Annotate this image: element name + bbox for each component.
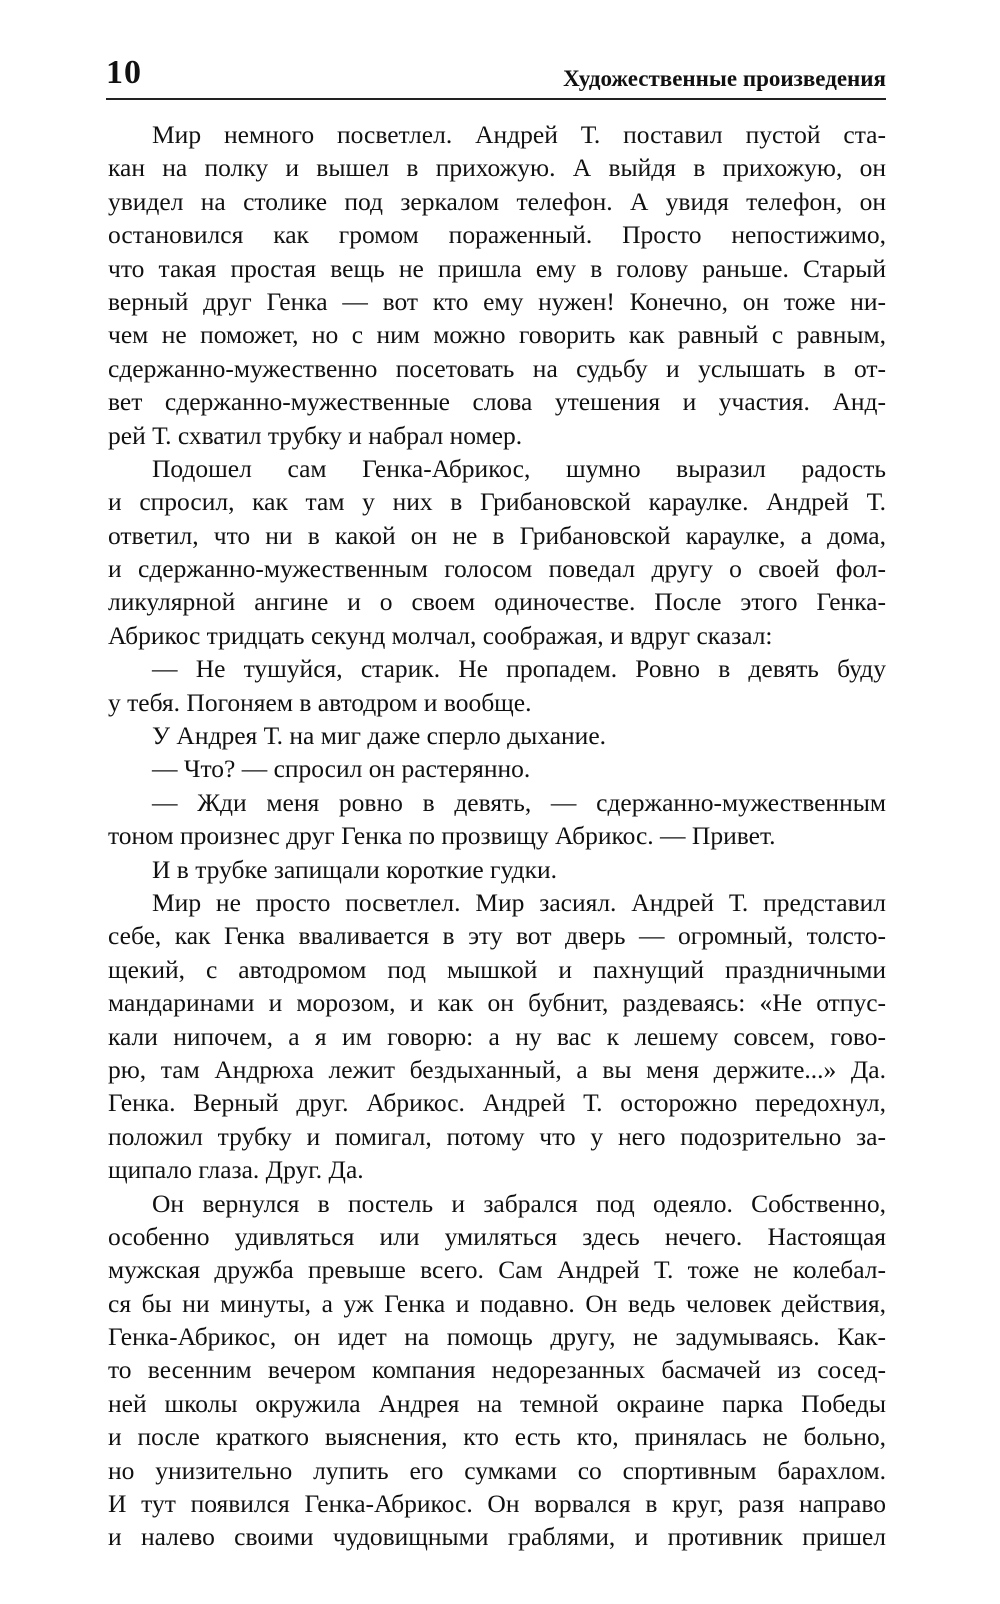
text-line: И тут появился Генка-Абрикос. Он ворвался в круг, разя направо bbox=[108, 1489, 886, 1519]
text-line: вет сдержанно-мужественные слова утешения и участия. Анд- bbox=[108, 387, 886, 417]
text-line: ней школы окружила Андрея на темной окраине парка Победы bbox=[108, 1388, 886, 1418]
text-line: тоном произнес друг Генка по прозвищу Абрикос. — Привет. bbox=[108, 821, 776, 851]
text-line: щекий, с автодромом под мышкой и пахнущий праздничными bbox=[108, 954, 886, 984]
text-line: себе, как Генка вваливается в эту вот дверь — огромный, толсто- bbox=[108, 921, 886, 951]
text-line: сдержанно-мужественно посетовать на судьбу и услышать в от- bbox=[108, 353, 886, 383]
text-line: и сдержанно-мужественным голосом поведал другу о своей фол- bbox=[108, 554, 886, 584]
text-line: Подошел сам Генка-Абрикос, шумно выразил радость bbox=[152, 453, 886, 483]
text-line: Мир немного посветлел. Андрей Т. поставил пустой ста- bbox=[152, 120, 886, 149]
text-line: И в трубке запищали короткие гудки. bbox=[152, 854, 558, 884]
text-line: и спросил, как там у них в Грибановской караулке. Андрей Т. bbox=[108, 487, 886, 517]
text-line: мужская дружба превыше всего. Сам Андрей Т. тоже не колебал- bbox=[108, 1255, 886, 1285]
text-line: ся бы ни минуты, а уж Генка и подавно. Он ведь человек действия, bbox=[108, 1288, 886, 1318]
text-line: у тебя. Погоняем в автодром и вообще. bbox=[108, 687, 532, 717]
text-line: что такая простая вещь не пришла ему в голову раньше. Старый bbox=[108, 253, 886, 283]
text-line: кали нипочем, а я им говорю: а ну вас к лешему совсем, гово- bbox=[108, 1021, 886, 1051]
text-line: — Жди меня ровно в девять, — сдержанно-мужественным bbox=[152, 787, 886, 817]
text-line: Мир не просто посветлел. Мир засиял. Андрей Т. представил bbox=[152, 887, 886, 917]
text-line: — Не тушуйся, старик. Не пропадем. Ровно в девять буду bbox=[152, 654, 886, 684]
text-line: У Андрея Т. на миг даже сперло дыхание. bbox=[152, 721, 607, 751]
text-line: и после краткого выяснения, кто есть кто, принялась не больно, bbox=[108, 1422, 886, 1452]
text-line: особенно удивляться или умиляться здесь нечего. Настоящая bbox=[108, 1221, 886, 1251]
running-title: Художественные произведения bbox=[563, 66, 886, 91]
text-line: чем не поможет, но с ним можно говорить как равный с равным, bbox=[108, 320, 886, 350]
text-line: то весенним вечером компания недорезанных басмачей из сосед- bbox=[108, 1355, 886, 1385]
text-line: верный друг Генка — вот кто ему нужен! Конечно, он тоже ни- bbox=[108, 286, 886, 316]
page-header bbox=[106, 54, 886, 100]
text-line: увидел на столике под зеркалом телефон. А увидя телефон, он bbox=[108, 186, 886, 216]
text-line: Он вернулся в постель и забрался под одеяло. Собственно, bbox=[152, 1188, 886, 1218]
text-line: и налево своими чудовищными граблями, и противник пришел bbox=[108, 1522, 886, 1552]
text-line: мандаринами и морозом, и как он бубнит, раздеваясь: «Не отпус- bbox=[108, 988, 886, 1018]
text-line: Генка. Верный друг. Абрикос. Андрей Т. осторожно передохнул, bbox=[108, 1088, 886, 1118]
text-line: Абрикос тридцать секунд молчал, соображая, и вдруг сказал: bbox=[108, 620, 773, 650]
text-line: кан на полку и вышел в прихожую. А выйдя в прихожую, он bbox=[108, 153, 886, 183]
page-number: 10 bbox=[106, 54, 142, 91]
page-body-text bbox=[108, 118, 886, 1554]
text-line: рю, там Андрюха лежит бездыханный, а вы меня держите...» Да. bbox=[108, 1054, 886, 1084]
text-line: ликулярной ангине и о своем одиночестве. После этого Генка- bbox=[108, 587, 886, 617]
text-line: но унизительно лупить его сумками со спортивным барахлом. bbox=[108, 1455, 886, 1485]
text-line: рей Т. схватил трубку и набрал номер. bbox=[108, 420, 523, 450]
text-line: — Что? — спросил он растерянно. bbox=[152, 754, 531, 784]
text-line: остановился как громом пораженный. Просто непостижимо, bbox=[108, 220, 886, 250]
text-line: Генка-Абрикос, он идет на помощь другу, не задумываясь. Как- bbox=[108, 1322, 886, 1352]
text-line: щипало глаза. Друг. Да. bbox=[108, 1155, 364, 1185]
text-line: положил трубку и помигал, потому что у него подозрительно за- bbox=[108, 1121, 886, 1151]
text-line: ответил, что ни в какой он не в Грибановской караулке, а дома, bbox=[108, 520, 886, 550]
